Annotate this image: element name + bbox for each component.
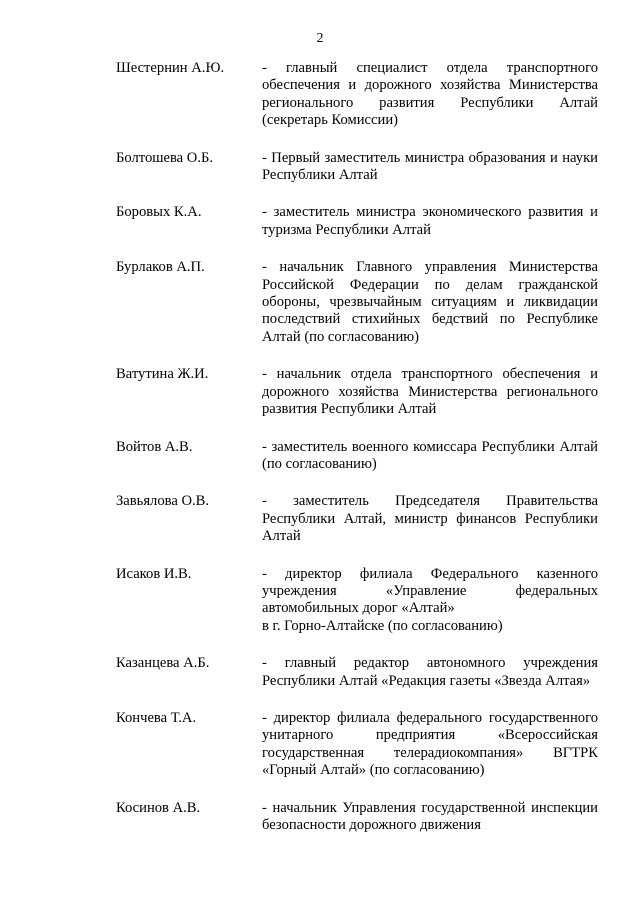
member-entry xyxy=(116,204,598,239)
member-position-paragraph: - начальник Главного управления Министерства Российской Федерации по делам гражданской обороны, чрезвычайным ситуациям и ликвидации последствий стихийных бедствий по Республике Алтай (по согласованию) xyxy=(262,259,598,345)
member-entry xyxy=(116,259,598,346)
member-position xyxy=(262,710,598,780)
member-position-paragraph: - Первый заместитель министра образования и науки Республики Алтай xyxy=(262,149,598,184)
member-name: Косинов А.В. xyxy=(116,799,201,816)
member-name: Казанцева А.Б. xyxy=(116,655,210,672)
member-position xyxy=(262,366,598,418)
member-name: Войтов А.В. xyxy=(116,438,193,455)
member-position xyxy=(262,150,598,185)
page-number: 2 xyxy=(316,31,324,46)
member-entry xyxy=(116,150,598,185)
member-position xyxy=(262,800,598,835)
member-position-paragraph: - начальник отдела транспортного обеспечения и дорожного хозяйства Министерства регионального развития Республики Алтай xyxy=(262,366,598,418)
member-entry xyxy=(116,60,598,130)
member-position-paragraph: - заместитель Председателя Правительства Республики Алтай, министр финансов Республики Алтай xyxy=(262,493,598,545)
member-position xyxy=(262,655,598,690)
member-name: Боровых К.А. xyxy=(116,204,202,221)
member-position-paragraph: - директор филиала федерального государственного унитарного предприятия «Всероссийская государственная телерадиокомпания» ВГТРК «Горный Алтай» (по согласованию) xyxy=(262,709,598,779)
commission-member-list xyxy=(116,60,598,854)
member-entry xyxy=(116,566,598,636)
member-position xyxy=(262,204,598,239)
member-position-paragraph: - начальник Управления государственной инспекции безопасности дорожного движения xyxy=(262,799,598,833)
member-entry xyxy=(116,366,598,418)
member-entry xyxy=(116,710,598,780)
member-position-paragraph: - заместитель министра экономического развития и туризма Республики Алтай xyxy=(262,204,598,238)
member-name: Исаков И.В. xyxy=(116,565,192,582)
member-name: Шестернин А.Ю. xyxy=(116,60,225,76)
member-entry xyxy=(116,655,598,690)
member-name: Ватутина Ж.И. xyxy=(116,366,209,383)
member-position-paragraph: - директор филиала Федерального казенного учреждения «Управление федеральных автомобильных дорог «Алтай» xyxy=(262,565,598,617)
member-position-paragraph: - главный редактор автономного учреждения Республики Алтай «Редакция газеты «Звезда Алтая» xyxy=(262,655,598,689)
member-entry xyxy=(116,800,598,835)
member-position-paragraph: - заместитель военного комиссара Республики Алтай (по согласованию) xyxy=(262,438,598,472)
member-name: Бурлаков А.П. xyxy=(116,259,205,276)
member-position xyxy=(262,439,598,474)
member-name: Завьялова О.В. xyxy=(116,493,210,510)
member-position xyxy=(262,566,598,636)
member-position xyxy=(262,493,598,545)
member-position xyxy=(262,259,598,346)
member-name: Болтошева О.Б. xyxy=(116,149,214,166)
member-entry xyxy=(116,493,598,545)
member-position xyxy=(262,60,598,130)
member-entry xyxy=(116,439,598,474)
member-position-paragraph: - главный специалист отдела транспортного обеспечения и дорожного хозяйства Министерства регионального развития Республики Алтай (секретарь Комиссии) xyxy=(262,60,598,129)
member-position-paragraph: в г. Горно-Алтайске (по согласованию) xyxy=(262,617,503,634)
member-name: Кончева Т.А. xyxy=(116,709,197,726)
